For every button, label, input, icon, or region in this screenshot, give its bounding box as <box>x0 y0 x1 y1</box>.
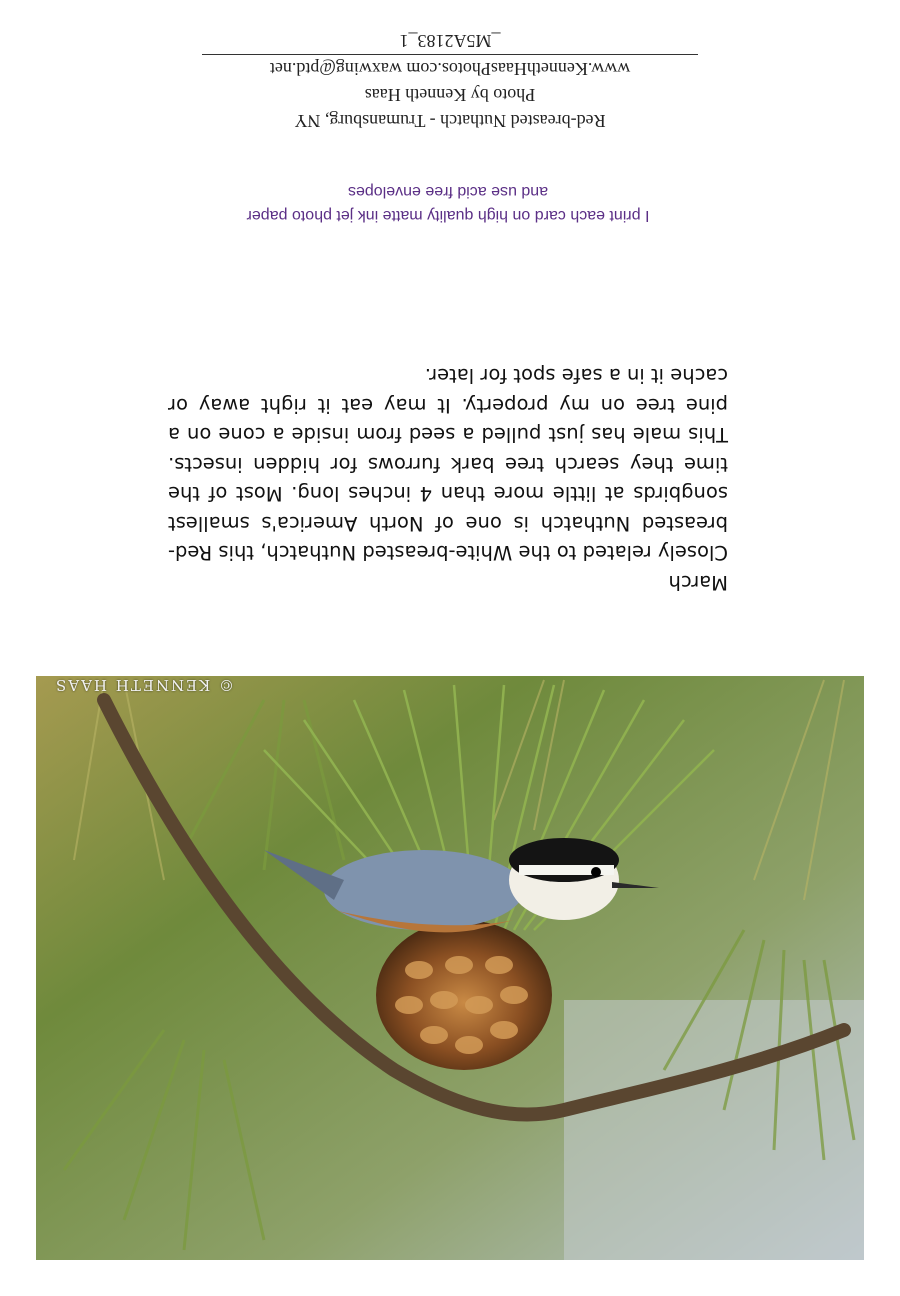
description-paragraph: Closely related to the White-breasted Nuthatch, this Red-breasted Nuthatch is one of North America's smallest songbirds at little more than 4 inches long. Most of the time they search tree bark furrows for hidden insects. This male has just pulled a seed from inside a cone on a pine tree on my property. It may eat it right away or cache it in a safe spot for later. <box>168 364 728 565</box>
caption-web: www.KennethHaasPhotos.com waxwing@ptd.net <box>202 54 698 82</box>
print-note-line-1: I print each card on high quality matte ink jet photo paper <box>246 207 650 224</box>
caption-title: Red-breasted Nuthatch - Trumansburg, NY <box>294 111 606 131</box>
month-label: March <box>668 571 728 594</box>
nuthatch-photo <box>36 676 864 1260</box>
card-text <box>168 361 728 597</box>
print-note-line-2: and use acid free envelopes <box>347 183 549 200</box>
photo-illustration <box>36 676 864 1260</box>
catalog-number: _M5A2183_1 <box>399 31 501 51</box>
photo-copyright: © KENNETH HAAS <box>54 676 234 694</box>
caption-credit: Photo by Kenneth Haas <box>364 85 536 105</box>
photo-caption <box>200 28 700 134</box>
print-note <box>168 179 728 227</box>
